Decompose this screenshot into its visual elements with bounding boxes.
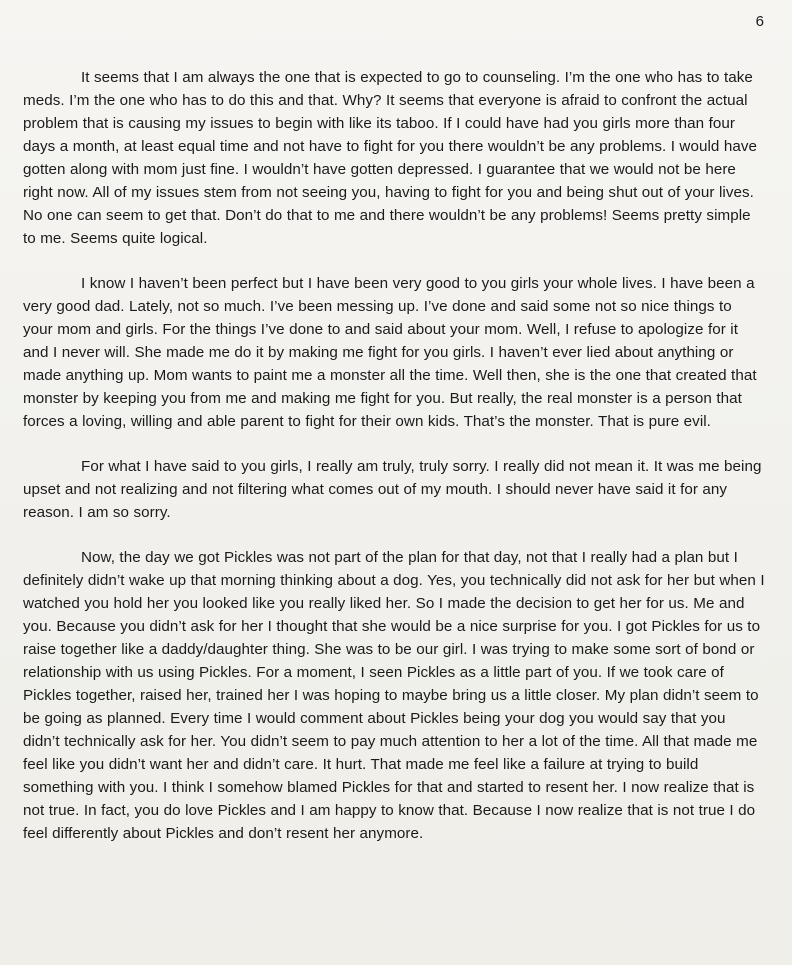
page-number: 6 (755, 13, 764, 30)
paragraph-pickles: Now, the day we got Pickles was not part of the plan for that day, not that I really had a plan but I definitely didn’t wake up that morning thinking about a dog. Yes, you technically did not ask for her but when I watched you hold her you looked like you really liked her. So I made the decision to get her for us. Me and you. Because you didn’t ask for her I thought that she would be a nice surprise for you. I got Pickles for us to raise together like a daddy/daughter thing. She was to be our girl. I was trying to make some sort of bond or relationship with us using Pickles. For a moment, I seen Pickles as a little part of you. If we took care of Pickles together, raised her, trained her I was hoping to maybe bring us a little closer. My plan didn’t seem to be going as planned. Every time I would comment about Pickles being your dog you would say that you didn’t technically ask for her. You didn’t seem to pay much attention to her a lot of the time. All that made me feel like you didn’t want her and didn’t care. It hurt. That made me feel like a failure at trying to build something with you. I think I somehow blamed Pickles for that and started to resent her. I now realize that is not true. In fact, you do love Pickles and I am happy to know that. Because I now realize that is not true I do feel differently about Pickles and don’t resent her anymore. (23, 549, 765, 842)
paragraph-counseling: It seems that I am always the one that is expected to go to counseling. I’m the one who has to take meds. I’m the one who has to do this and that. Why? It seems that everyone is afraid to confront the actual problem that is causing my issues to begin with like its taboo. If I could have had you girls more than four days a month, at least equal time and not have to fight for you there wouldn’t be any problems. I would have gotten along with mom just fine. I wouldn’t have gotten depressed. I guarantee that we would not be here right now. All of my issues stem from not seeing you, having to fight for you and being shut out of your lives. No one can seem to get that. Don’t do that to me and there wouldn’t be any problems! Seems pretty simple to me. Seems quite logical. (23, 69, 757, 247)
paragraph-apology: For what I have said to you girls, I really am truly, truly sorry. I really did not mean it. It was me being upset and not realizing and not filtering what comes out of my mouth. I should never have said it for any reason. I am so sorry. (23, 458, 762, 521)
paragraph-good-dad: I know I haven’t been perfect but I have been very good to you girls your whole lives. I have been a very good dad. Lately, not so much. I’ve been messing up. I’ve done and said some not so nice things to your mom and girls. For the things I’ve done to and said about your mom. Well, I refuse to apologize for it and I never will. She made me do it by making me fight for you girls. I haven’t ever lied about anything or made anything up. Mom wants to paint me a monster all the time. Well then, she is the one that created that monster by keeping you from me and making me fight for you. But really, the real monster is a person that forces a loving, willing and able parent to fight for their own kids. That’s the monster. That is pure evil. (23, 275, 757, 430)
letter-body (23, 66, 765, 845)
